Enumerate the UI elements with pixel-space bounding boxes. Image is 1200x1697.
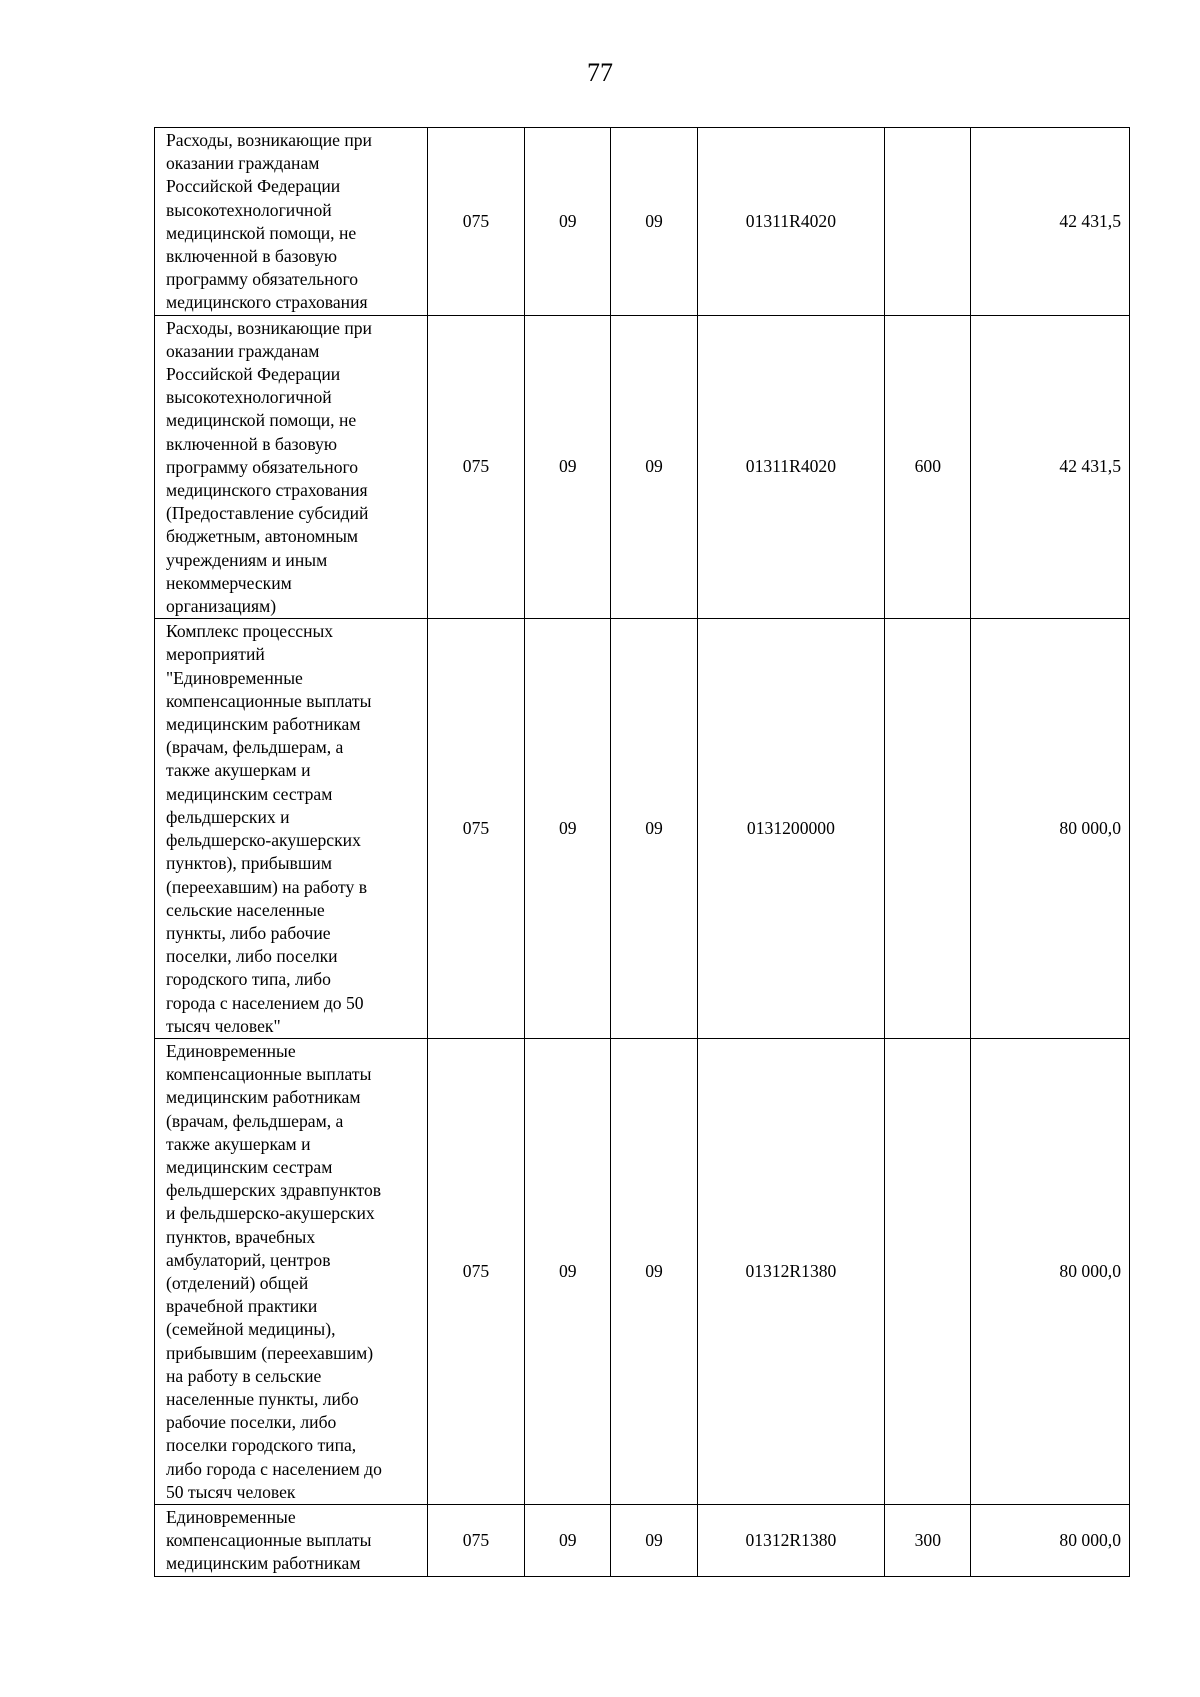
table-row bbox=[155, 619, 1130, 1039]
target-article-cell: 01312R1380 bbox=[697, 1038, 885, 1504]
section-cell: 09 bbox=[525, 1038, 611, 1504]
subsection-cell: 09 bbox=[611, 619, 697, 1039]
section-cell: 09 bbox=[525, 619, 611, 1039]
expense-type-cell bbox=[885, 128, 971, 316]
amount-cell: 80 000,0 bbox=[971, 1504, 1130, 1576]
target-article-cell: 0131200000 bbox=[697, 619, 885, 1039]
subsection-cell: 09 bbox=[611, 1038, 697, 1504]
target-article-cell: 01311R4020 bbox=[697, 315, 885, 619]
section-cell: 09 bbox=[525, 128, 611, 316]
subsection-cell: 09 bbox=[611, 1504, 697, 1576]
row-name-cell: Единовременные компенсационные выплаты медицинским работникам bbox=[155, 1504, 428, 1576]
expense-type-cell: 600 bbox=[885, 315, 971, 619]
grbs-cell: 075 bbox=[427, 619, 524, 1039]
page-number: 77 bbox=[587, 58, 613, 87]
table-row bbox=[155, 1504, 1130, 1576]
amount-cell: 42 431,5 bbox=[971, 128, 1130, 316]
table-row bbox=[155, 315, 1130, 619]
amount-cell: 42 431,5 bbox=[971, 315, 1130, 619]
table-row bbox=[155, 1038, 1130, 1504]
subsection-cell: 09 bbox=[611, 315, 697, 619]
grbs-cell: 075 bbox=[427, 315, 524, 619]
row-name-cell: Расходы, возникающие при оказании гражданам Российской Федерации высокотехнологичной медицинской помощи, не включенной в базовую программу обязательного медицинского страхования bbox=[155, 128, 428, 316]
target-article-cell: 01312R1380 bbox=[697, 1504, 885, 1576]
row-name-cell: Комплекс процессных мероприятий "Единовременные компенсационные выплаты медицинским работникам (врачам, фельдшерам, а также акушеркам и медицинским сестрам фельдшерских и фельдшерско-акушерских пунктов), прибывшим (переехавшим) на работу в сельские населенные пункты, либо рабочие поселки, либо поселки городского типа, либо города с населением до 50 тысяч человек" bbox=[155, 619, 428, 1039]
row-name-cell: Расходы, возникающие при оказании гражданам Российской Федерации высокотехнологичной медицинской помощи, не включенной в базовую программу обязательного медицинского страхования (Предоставление субсидий бюджетным, автономным учреждениям и иным некоммерческим организациям) bbox=[155, 315, 428, 619]
grbs-cell: 075 bbox=[427, 1504, 524, 1576]
section-cell: 09 bbox=[525, 1504, 611, 1576]
expense-type-cell bbox=[885, 1038, 971, 1504]
expense-type-cell bbox=[885, 619, 971, 1039]
amount-cell: 80 000,0 bbox=[971, 1038, 1130, 1504]
subsection-cell: 09 bbox=[611, 128, 697, 316]
budget-table bbox=[154, 127, 1130, 1577]
grbs-cell: 075 bbox=[427, 128, 524, 316]
grbs-cell: 075 bbox=[427, 1038, 524, 1504]
row-name-cell: Единовременные компенсационные выплаты медицинским работникам (врачам, фельдшерам, а также акушеркам и медицинским сестрам фельдшерских здравпунктов и фельдшерско-акушерских пунктов, врачебных амбулаторий, центров (отделений) общей врачебной практики (семейной медицины), прибывшим (переехавшим) на работу в сельские населенные пункты, либо рабочие поселки, либо поселки городского типа, либо города с населением до 50 тысяч человек bbox=[155, 1038, 428, 1504]
expense-type-cell: 300 bbox=[885, 1504, 971, 1576]
table-row bbox=[155, 128, 1130, 316]
amount-cell: 80 000,0 bbox=[971, 619, 1130, 1039]
section-cell: 09 bbox=[525, 315, 611, 619]
target-article-cell: 01311R4020 bbox=[697, 128, 885, 316]
